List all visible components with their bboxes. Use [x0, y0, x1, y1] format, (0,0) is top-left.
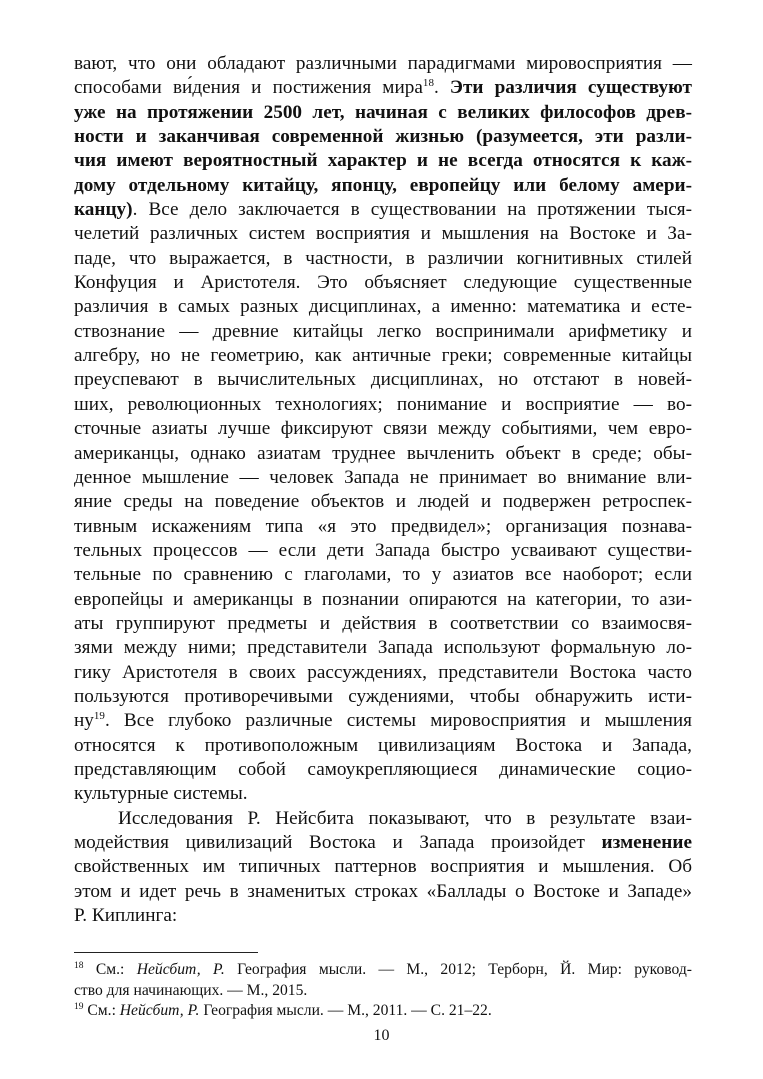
- footnote-18: [74, 960, 692, 1001]
- text-line: представляющим собой самоукрепляющиеся динамические социо-: [74, 758, 692, 780]
- text-line: свойственных им типичных паттернов восприятия и мышления. Об: [74, 856, 692, 878]
- footnote-author: Нейсбит, Р.: [119, 1002, 200, 1019]
- text-line: челетий различных систем восприятия и мышления на Востоке и За-: [74, 223, 692, 245]
- text-line: гику Аристотеля в своих рассуждениях, представители Востока часто: [74, 661, 692, 683]
- bold-text: Эти различия существуют: [449, 77, 692, 99]
- text-span: . Все дело заключается в существовании на протяжении тыся-: [132, 199, 692, 221]
- text-line: [74, 709, 692, 733]
- text-span: География мысли. — М., 2012; Терборн, Й. Мир: руковод-: [224, 961, 692, 978]
- text-line: культурные системы.: [74, 783, 248, 805]
- text-line: относятся к противоположным цивилизациям Востока и Запада,: [74, 734, 692, 756]
- text-line: [74, 76, 692, 100]
- bold-text-line: дому отдельному китайцу, японцу, европейцу или белому амери-: [74, 174, 692, 196]
- bold-text: изменение: [601, 832, 692, 853]
- text-line: Исследования Р. Нейсбита показывают, что в результате взаи-: [118, 807, 692, 829]
- text-span: . Все глубоко различные системы мировосприятия и мышления: [104, 710, 692, 732]
- text-line: зями между ними; представители Запада используют формальную ло-: [74, 637, 692, 659]
- footnote-line: ство для начинающих. — М., 2015.: [74, 981, 308, 999]
- footnote-number: 18: [74, 961, 84, 971]
- footnote-author: Нейсбит, Р.: [136, 961, 225, 978]
- text-line: аты группируют предметы и действия в соответствии со взаимосвя-: [74, 612, 692, 634]
- text-span: способами ви́дения и постижения мира: [74, 77, 423, 99]
- text-line: паде, что выражается, в частности, в различии когнитивных стилей: [74, 247, 692, 269]
- page-body: [74, 52, 692, 928]
- text-line: этом и идет речь в знаменитых строках «Баллады о Востоке и Западе»: [74, 880, 692, 902]
- text-line: [74, 831, 692, 855]
- bold-text-line: чия имеют вероятностный характер и не всегда относятся к каж-: [74, 150, 692, 172]
- paragraph-2: [74, 807, 692, 929]
- footnote-line: [74, 1002, 492, 1019]
- footnote-19: [74, 1001, 692, 1022]
- text-line: различия в самых разных дисциплинах, а именно: математика и есте-: [74, 296, 692, 318]
- footnote-ref-19: 19: [93, 710, 105, 723]
- footnote-number: 19: [74, 1002, 84, 1012]
- text-span: См.:: [83, 1002, 120, 1019]
- text-span: модействия цивилизаций Востока и Запада произойдет: [74, 832, 602, 853]
- text-span: См.:: [83, 961, 137, 978]
- bold-text-line: ности и заканчивая современной жизнью (разумеется, эти разли-: [74, 126, 692, 148]
- text-line: алгебру, но не геометрию, как античные греки; современные китайцы: [74, 345, 692, 367]
- text-span: География мысли. — М., 2011. — С. 21–22.: [199, 1002, 492, 1019]
- text-line: тивным искажениям типа «я это предвидел»; организация познава-: [74, 515, 692, 537]
- text-line: яние среды на поведение объектов и людей и подвержен ретроспек-: [74, 491, 692, 513]
- footnote-separator: [74, 952, 258, 953]
- text-line: Конфуция и Аристотеля. Это объясняет следующие существенные: [74, 272, 692, 294]
- text-line: пользуются противоречивыми суждениями, чтобы обнаружить исти-: [74, 685, 692, 707]
- bold-text-line: уже на протяжении 2500 лет, начиная с великих философов древ-: [74, 101, 692, 123]
- text-line: ших, революционных технологиях; понимание и восприятие — во-: [74, 393, 692, 415]
- text-line: тельные по сравнению с глаголами, то у азиатов все наоборот; если: [74, 564, 692, 586]
- text-line: преуспевают в вычислительных дисциплинах, но отстают в новей-: [74, 369, 692, 391]
- text-line: [74, 198, 692, 222]
- bold-text: канцу): [74, 199, 133, 221]
- text-line: вают, что они обладают различными парадигмами мировосприятия —: [74, 53, 692, 74]
- paragraph-1: [74, 52, 692, 807]
- text-line: денное мышление — человек Запада не принимает во внимание вли-: [74, 466, 692, 488]
- text-line: тельных процессов — если дети Запада быстро усваивают существи-: [74, 539, 692, 561]
- footnote-line: [74, 960, 692, 981]
- text-line: европейцы и американцы в познании опираются на категории, то ази-: [74, 588, 692, 610]
- text-span: ну: [74, 710, 94, 732]
- text-span: .: [433, 77, 450, 99]
- page-number: 10: [373, 1027, 390, 1044]
- text-line: сточные азиаты лучше фиксируют связи между событиями, чем евро-: [74, 418, 692, 440]
- footnote-ref-18: 18: [422, 77, 434, 90]
- text-line: ствознание — древние китайцы легко воспринимали арифметику и: [74, 320, 692, 342]
- text-line: американцы, однако азиатам труднее вычленить объект в среде; обы-: [74, 442, 692, 464]
- text-line: Р. Киплинга:: [74, 905, 178, 927]
- footnotes: [74, 960, 692, 1022]
